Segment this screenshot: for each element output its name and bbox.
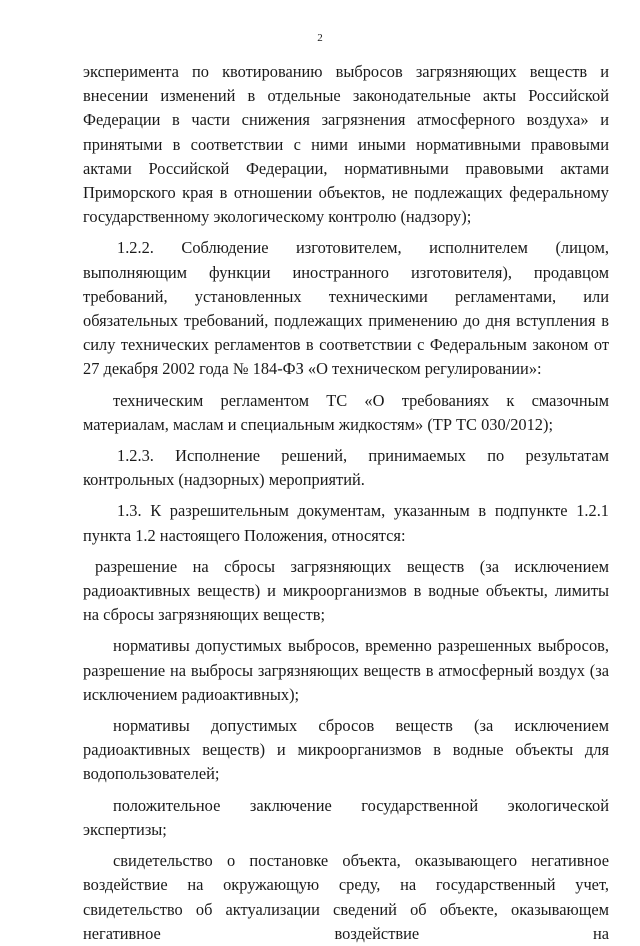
paragraph-continuation: эксперимента по квотированию выбросов загрязняющих веществ и внесении изменений в отдельные законодательные акты Российской Федерации в части снижения загрязнения атмосферного воздуха» и принятыми в соответствии с ними иными нормативными правовыми актами Российской Федерации, нормативными правовыми актами Приморского края в отношении объектов, не подлежащих федеральному государственному экологическому контролю (надзору);: [83, 62, 609, 227]
list-item-expertise-conclusion: положительное заключение государственной экологической экспертизы;: [83, 795, 609, 839]
paragraph-1-2-3: 1.2.3. Исполнение решений, принимаемых по результатам контрольных (надзорных) мероприятий.: [83, 446, 609, 490]
list-item-discharge-standards: нормативы допустимых сбросов веществ (за исключением радиоактивных веществ) и микроорганизмов в водные объекты для водопользователей;: [83, 716, 609, 784]
list-item-emission-standards: нормативы допустимых выбросов, временно разрешенных выбросов, разрешение на выбросы загрязняющих веществ в атмосферный воздух (за исключением радиоактивных);: [83, 636, 609, 704]
list-item-registration-certificate: свидетельство о постановке объекта, оказывающего негативное воздействие на окружающую среду, на государственный учет, свидетельство об актуализации сведений об объекте, оказывающем негативное воздействие на: [83, 851, 609, 943]
paragraph-1-3: 1.3. К разрешительным документам, указанным в подпункте 1.2.1 пункта 1.2 настоящего Положения, относятся:: [83, 501, 609, 545]
paragraph-tech-regulation: техническим регламентом ТС «О требованиях к смазочным материалам, маслам и специальным жидкостям» (ТР ТС 030/2012);: [83, 390, 609, 434]
list-item-discharge-permit: разрешение на сбросы загрязняющих веществ (за исключением радиоактивных веществ) и микроорганизмов в водные объекты, лимиты на сбросы загрязняющих веществ;: [83, 556, 609, 625]
document-body: [83, 60, 609, 946]
paragraph-1-2-2: 1.2.2. Соблюдение изготовителем, исполнителем (лицом, выполняющим функции иностранного изготовителя), продавцом требований, установленных техническими регламентами, или обязательных требований, подлежащих применению до дня вступления в силу технических регламентов в соответствии с Федеральным законом от 27 декабря 2002 года № 184-ФЗ «О техническом регулировании»:: [83, 238, 609, 379]
page-number: 2: [317, 32, 323, 44]
